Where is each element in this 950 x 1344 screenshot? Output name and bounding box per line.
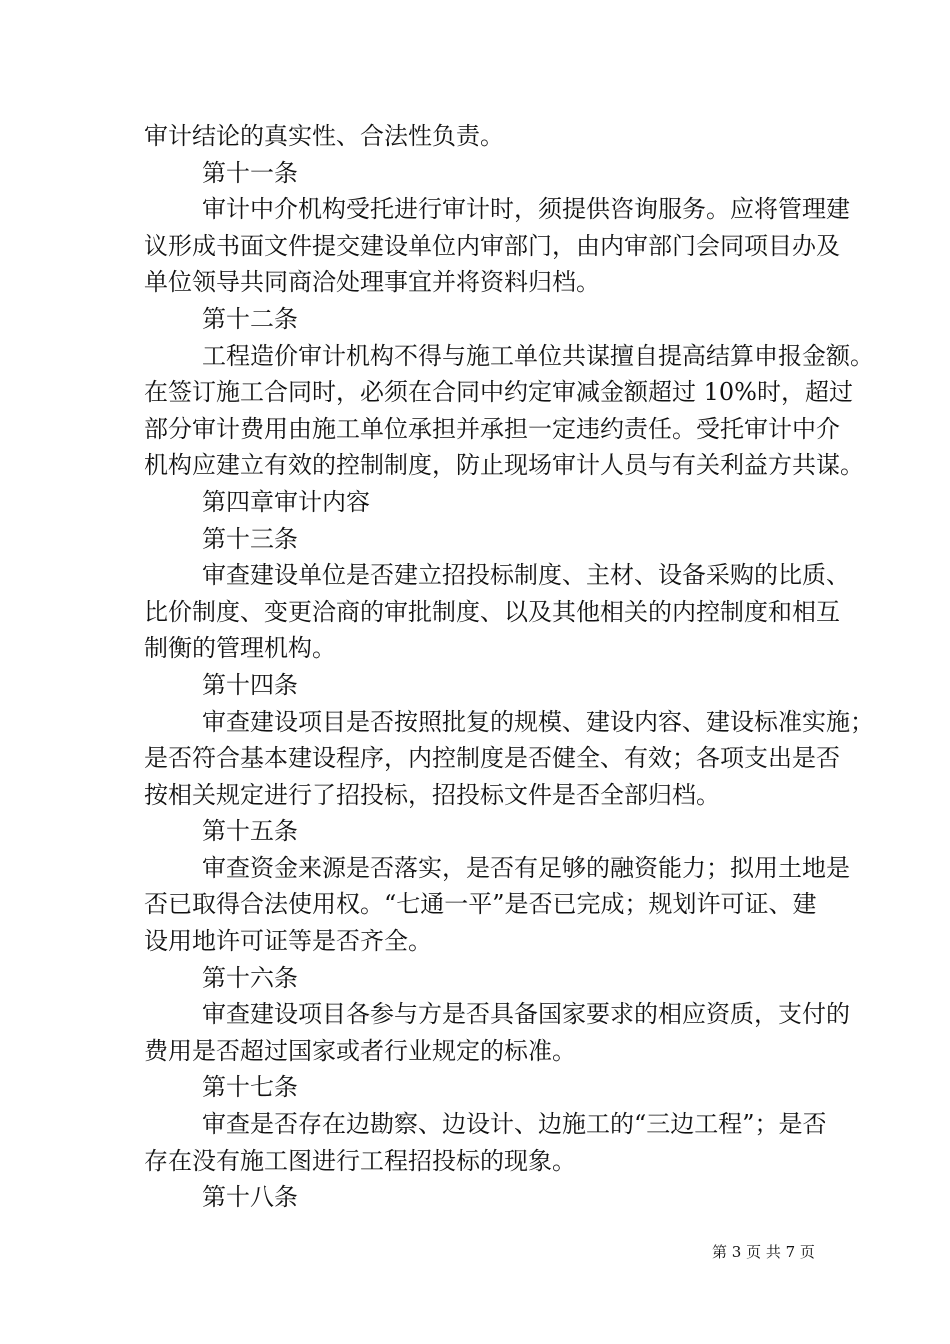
text-line: 第十一条 <box>202 158 298 187</box>
text-line: 第十七条 <box>202 1073 298 1102</box>
text-line: 是否符合基本建设程序，内控制度是否健全、有效；各项支出是否 <box>144 744 840 773</box>
text-line: 第十八条 <box>202 1183 298 1212</box>
text-line: 审查建设项目是否按照批复的规模、建设内容、建设标准实施； <box>202 707 874 736</box>
text-line: 审计结论的真实性、合法性负责。 <box>144 122 504 150</box>
text-line: 审计中介机构受托进行审计时，须提供咨询服务。应将管理建 <box>202 195 850 224</box>
text-line: 设用地许可证等是否齐全。 <box>144 927 432 956</box>
text-line: 按相关规定进行了招投标，招投标文件是否全部归档。 <box>144 780 720 809</box>
text-line: 制衡的管理机构。 <box>144 634 336 663</box>
text-line: 第十二条 <box>202 304 298 333</box>
text-line: 存在没有施工图进行工程招投标的现象。 <box>144 1146 576 1175</box>
text-line: 第四章审计内容 <box>202 487 370 516</box>
text-line: 第十三条 <box>202 524 298 553</box>
text-line: 议形成书面文件提交建设单位内审部门，由内审部门会同项目办及 <box>144 231 840 260</box>
page-number-footer: 第 3 页 共 7 页 <box>712 1243 815 1261</box>
text-line: 部分审计费用由施工单位承担并承担一定违约责任。受托审计中介 <box>144 414 840 443</box>
text-line: 单位领导共同商洽处理事宜并将资料归档。 <box>144 268 600 297</box>
text-line: 机构应建立有效的控制制度，防止现场审计人员与有关利益方共谋。 <box>144 451 864 480</box>
text-line: 在签订施工合同时，必须在合同中约定审减金额超过 10%时，超过 <box>144 378 853 407</box>
text-line: 审查资金来源是否落实，是否有足够的融资能力；拟用土地是 <box>202 853 850 882</box>
text-line: 审查是否存在边勘察、边设计、边施工的“三边工程”；是否 <box>202 1110 827 1139</box>
text-line: 工程造价审计机构不得与施工单位共谋擅自提高结算申报金额。 <box>202 341 874 370</box>
text-line: 第十五条 <box>202 817 298 846</box>
text-line: 比价制度、变更洽商的审批制度、以及其他相关的内控制度和相互 <box>144 597 840 626</box>
text-line: 第十四条 <box>202 670 298 699</box>
text-line: 第十六条 <box>202 963 298 992</box>
text-line: 否已取得合法使用权。“七通一平”是否已完成；规划许可证、建 <box>144 890 817 919</box>
text-line: 审查建设单位是否建立招投标制度、主材、设备采购的比质、 <box>202 561 850 590</box>
document-body <box>144 118 874 1216</box>
text-line: 审查建设项目各参与方是否具备国家要求的相应资质，支付的 <box>202 1000 850 1029</box>
text-line: 费用是否超过国家或者行业规定的标准。 <box>144 1036 576 1065</box>
